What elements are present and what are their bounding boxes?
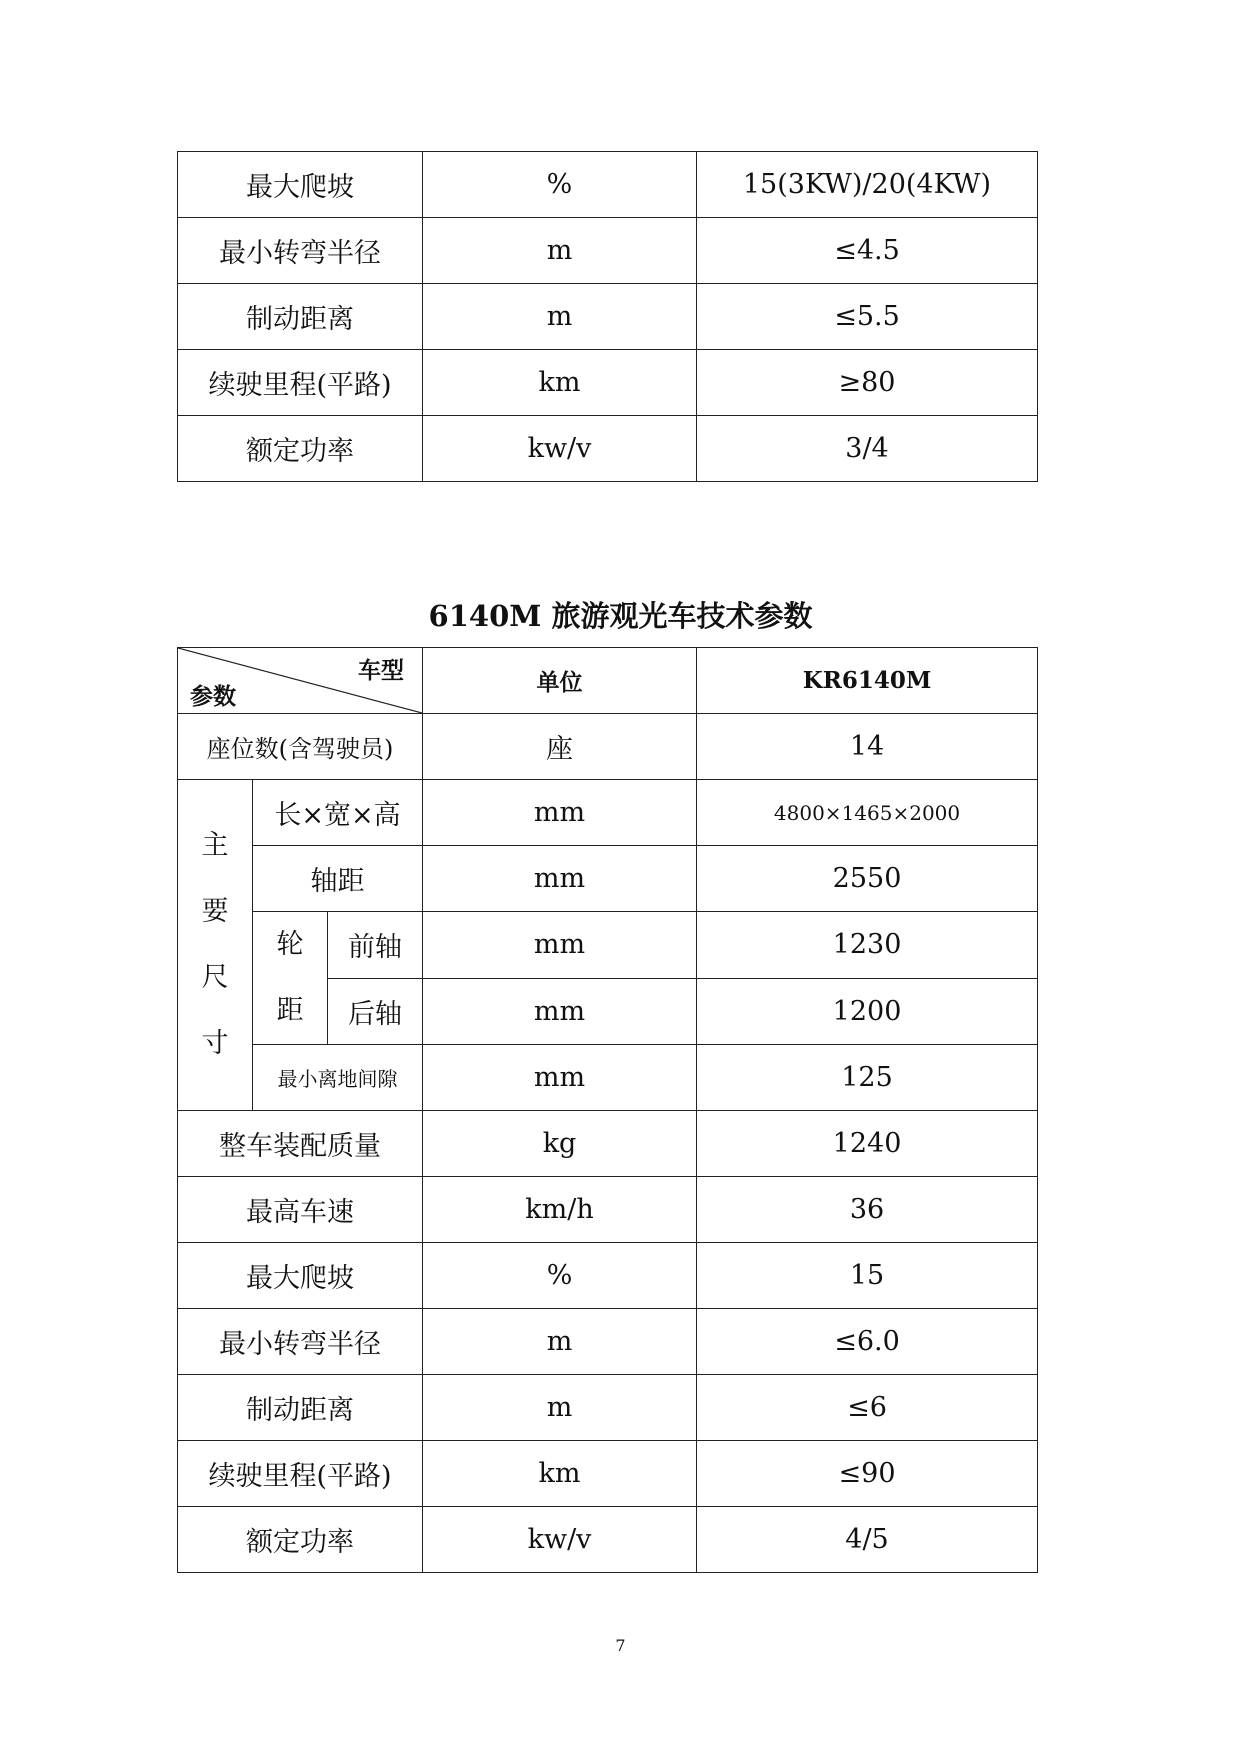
table-row bbox=[178, 1309, 1038, 1375]
spec-table-continued bbox=[177, 151, 1038, 482]
param-cell: 续驶里程(平路) bbox=[178, 1441, 423, 1507]
parameter-label: 参数 bbox=[190, 683, 236, 710]
unit-cell: m bbox=[423, 1375, 697, 1441]
table-row bbox=[178, 416, 1038, 482]
value-cell: 3/4 bbox=[697, 416, 1038, 482]
unit-cell: kw/v bbox=[423, 1507, 697, 1573]
value-cell: ≤90 bbox=[697, 1441, 1038, 1507]
param-cell: 最小离地间隙 bbox=[253, 1045, 423, 1111]
value-cell: ≤5.5 bbox=[697, 284, 1038, 350]
value-cell: ≥80 bbox=[697, 350, 1038, 416]
table-row bbox=[178, 152, 1038, 218]
param-cell: 制动距离 bbox=[178, 284, 423, 350]
value-cell: 4800×1465×2000 bbox=[697, 780, 1038, 846]
label-char: 轮 bbox=[276, 929, 304, 960]
param-cell: 后轴 bbox=[328, 978, 423, 1045]
param-cell: 最小转弯半径 bbox=[178, 1309, 423, 1375]
label-char: 要 bbox=[201, 896, 229, 927]
value-cell: 15(3KW)/20(4KW) bbox=[697, 152, 1038, 218]
table-row bbox=[178, 1507, 1038, 1573]
value-cell: 125 bbox=[697, 1045, 1038, 1111]
section-title: 6140M 旅游观光车技术参数 bbox=[428, 599, 813, 633]
unit-cell: km/h bbox=[423, 1177, 697, 1243]
unit-cell: kg bbox=[423, 1111, 697, 1177]
table-row bbox=[178, 1441, 1038, 1507]
main-dimensions-label bbox=[178, 780, 253, 1111]
table-row bbox=[178, 1375, 1038, 1441]
param-cell: 座位数(含驾驶员) bbox=[178, 714, 423, 780]
param-cell: 最高车速 bbox=[178, 1177, 423, 1243]
unit-cell: m bbox=[423, 218, 697, 284]
table-row bbox=[178, 1243, 1038, 1309]
unit-cell: 座 bbox=[423, 714, 697, 780]
param-cell: 续驶里程(平路) bbox=[178, 350, 423, 416]
value-cell: 2550 bbox=[697, 846, 1038, 912]
param-cell: 前轴 bbox=[328, 912, 423, 979]
param-cell: 最大爬坡 bbox=[178, 1243, 423, 1309]
label-char: 尺 bbox=[201, 962, 229, 993]
spec-table-6140m bbox=[177, 647, 1038, 1573]
value-cell: 14 bbox=[697, 714, 1038, 780]
param-cell: 最大爬坡 bbox=[178, 152, 423, 218]
param-cell: 轴距 bbox=[253, 846, 423, 912]
param-cell: 长×宽×高 bbox=[253, 780, 423, 846]
unit-cell: m bbox=[423, 1309, 697, 1375]
unit-cell: % bbox=[423, 1243, 697, 1309]
table-row bbox=[178, 780, 1038, 846]
table-row bbox=[178, 1045, 1038, 1111]
table-row bbox=[178, 714, 1038, 780]
label-char: 距 bbox=[276, 995, 304, 1026]
model-header: KR6140M bbox=[697, 648, 1038, 714]
vehicle-type-label: 车型 bbox=[358, 657, 405, 684]
unit-cell: mm bbox=[423, 978, 697, 1045]
track-label bbox=[253, 912, 328, 1045]
param-cell: 最小转弯半径 bbox=[178, 218, 423, 284]
unit-cell: mm bbox=[423, 1045, 697, 1111]
unit-cell: km bbox=[423, 1441, 697, 1507]
header-row bbox=[178, 648, 1038, 714]
table-row bbox=[178, 846, 1038, 912]
unit-cell: mm bbox=[423, 780, 697, 846]
unit-cell: mm bbox=[423, 846, 697, 912]
table-row bbox=[178, 1111, 1038, 1177]
value-cell: ≤6.0 bbox=[697, 1309, 1038, 1375]
value-cell: 15 bbox=[697, 1243, 1038, 1309]
param-cell: 额定功率 bbox=[178, 416, 423, 482]
value-cell: ≤4.5 bbox=[697, 218, 1038, 284]
page-number: 7 bbox=[615, 1636, 626, 1655]
table-row bbox=[178, 218, 1038, 284]
param-cell: 整车装配质量 bbox=[178, 1111, 423, 1177]
value-cell: ≤6 bbox=[697, 1375, 1038, 1441]
table-row bbox=[178, 1177, 1038, 1243]
table-row bbox=[178, 912, 1038, 979]
unit-cell: mm bbox=[423, 912, 697, 979]
unit-header: 单位 bbox=[423, 648, 697, 714]
table-row bbox=[178, 350, 1038, 416]
table-row bbox=[178, 284, 1038, 350]
diagonal-header-cell bbox=[178, 648, 423, 714]
value-cell: 1200 bbox=[697, 978, 1038, 1045]
label-char: 主 bbox=[201, 830, 229, 861]
unit-cell: kw/v bbox=[423, 416, 697, 482]
value-cell: 36 bbox=[697, 1177, 1038, 1243]
value-cell: 1240 bbox=[697, 1111, 1038, 1177]
param-cell: 额定功率 bbox=[178, 1507, 423, 1573]
value-cell: 4/5 bbox=[697, 1507, 1038, 1573]
unit-cell: m bbox=[423, 284, 697, 350]
label-char: 寸 bbox=[201, 1028, 229, 1059]
value-cell: 1230 bbox=[697, 912, 1038, 979]
unit-cell: km bbox=[423, 350, 697, 416]
unit-cell: % bbox=[423, 152, 697, 218]
param-cell: 制动距离 bbox=[178, 1375, 423, 1441]
